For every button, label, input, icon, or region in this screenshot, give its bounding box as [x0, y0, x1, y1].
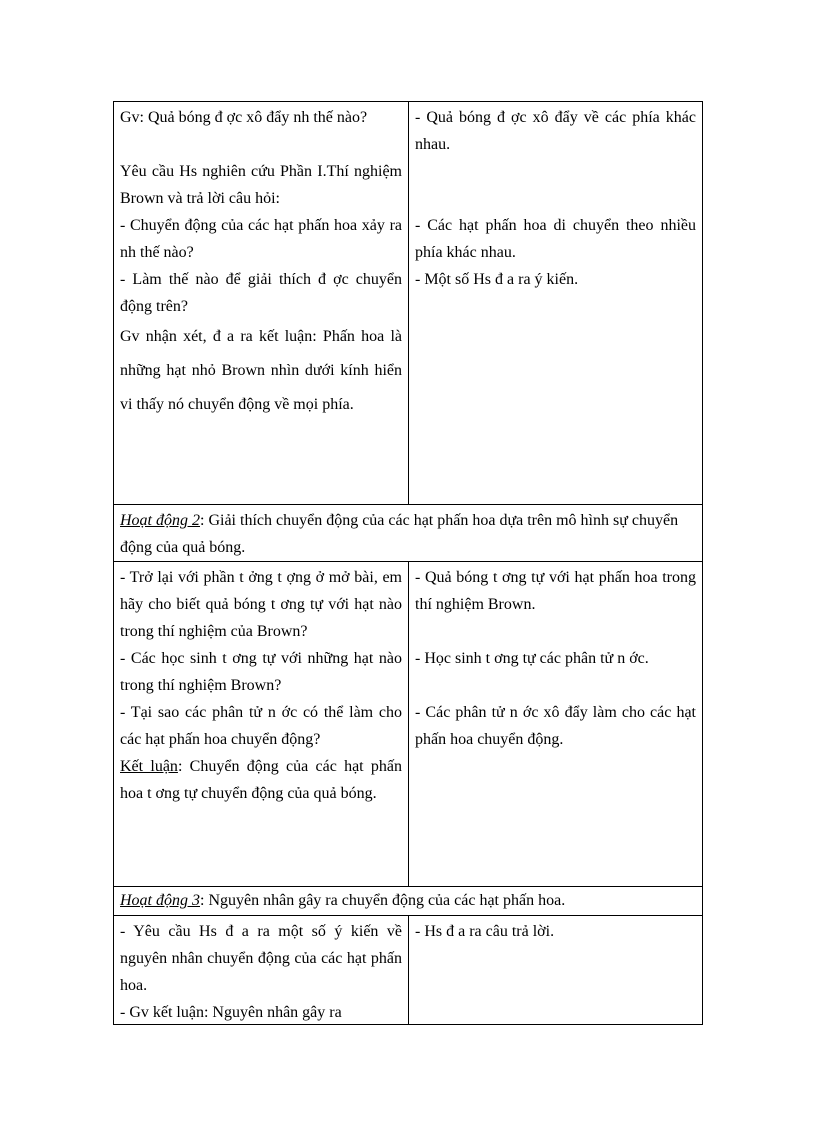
activity-label: Hoạt động 2: [120, 512, 200, 529]
teacher-cell: [114, 102, 409, 504]
student-answer: - Quả bóng t ơng tự với hạt phấn hoa trong thí nghiệm Brown.: [415, 569, 696, 613]
student-answer: - Quả bóng đ ợc xô đẩy về các phía khác nhau.: [415, 109, 696, 153]
activity-heading: [114, 505, 702, 561]
student-cell: [409, 916, 702, 1024]
teacher-question: - Tại sao các phân tử n ớc có thể làm cho các hạt phấn hoa chuyển động?: [120, 704, 402, 748]
table-row: [114, 915, 702, 1024]
activity-label: Hoạt động 3: [120, 892, 200, 909]
teacher-question: - Các học sinh t ơng tự với những hạt nào trong thí nghiệm Brown?: [120, 650, 402, 694]
teacher-question: - Trở lại với phần t ởng t ợng ở mở bài, em hãy cho biết quả bóng t ơng tự với hạt nào trong thí nghiệm của Brown?: [120, 569, 402, 640]
student-answer: - Học sinh t ơng tự các phân tử n ớc.: [415, 650, 649, 667]
table-row: [114, 102, 702, 504]
student-answer: - Hs đ a ra câu trả lời.: [415, 923, 555, 940]
teacher-conclusion: - Gv kết luận: Nguyên nhân gây ra: [120, 1004, 342, 1021]
teacher-question: - Yêu cầu Hs đ a ra một số ý kiến về nguyên nhân chuyển động của các hạt phấn hoa.: [120, 923, 402, 994]
conclusion-text: : Chuyển động của các hạt phấn hoa t ơng tự chuyển động của quả bóng.: [120, 758, 402, 802]
teacher-cell: [114, 916, 409, 1024]
lesson-table: [113, 101, 703, 1025]
teacher-conclusion: Gv nhận xét, đ a ra kết luận: Phấn hoa là những hạt nhỏ Brown nhìn dưới kính hiển vi thấy nó chuyển động về mọi phía.: [120, 328, 402, 413]
table-row: [114, 561, 702, 886]
teacher-question: - Làm thế nào để giải thích đ ợc chuyển động trên?: [120, 271, 402, 315]
teacher-instruction: Yêu cầu Hs nghiên cứu Phần I.Thí nghiệm Brown và trả lời câu hỏi:: [120, 163, 402, 207]
activity-heading-row: [114, 886, 702, 915]
student-answer: - Một số Hs đ a ra ý kiến.: [415, 271, 579, 288]
conclusion-label: Kết luận: [120, 758, 178, 775]
activity-title: : Giải thích chuyển động của các hạt phấn hoa dựa trên mô hình sự chuyển động của quả bóng.: [120, 512, 679, 556]
teacher-conclusion: [120, 753, 402, 807]
teacher-question: Gv: Quả bóng đ ợc xô đẩy nh thế nào?: [120, 109, 368, 126]
student-cell: [409, 562, 702, 886]
activity-heading: [114, 887, 702, 915]
activity-heading-row: [114, 504, 702, 561]
student-answer: - Các hạt phấn hoa di chuyển theo nhiều phía khác nhau.: [415, 217, 696, 261]
activity-title: : Nguyên nhân gây ra chuyển động của các hạt phấn hoa.: [200, 892, 566, 909]
student-answer: - Các phân tử n ớc xô đẩy làm cho các hạt phấn hoa chuyển động.: [415, 704, 696, 748]
teacher-cell: [114, 562, 409, 886]
student-cell: [409, 102, 702, 504]
teacher-question: - Chuyển động của các hạt phấn hoa xảy ra nh thế nào?: [120, 217, 402, 261]
